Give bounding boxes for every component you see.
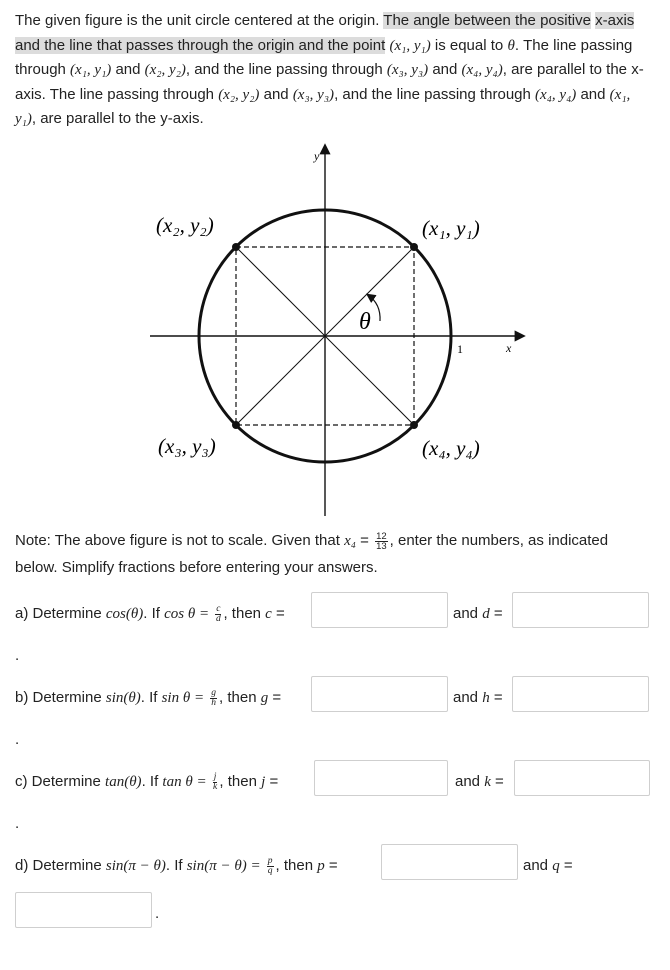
answer-q-input[interactable] (15, 892, 152, 928)
period-d: . (155, 905, 160, 922)
x-axis-label: x (506, 341, 512, 355)
period-c: . (15, 815, 20, 832)
part-a-and-label: and d = (453, 605, 503, 622)
p2-label: (x₂, y₂) (156, 213, 214, 237)
answer-h-input[interactable] (512, 676, 649, 712)
unit-circle-figure (140, 140, 540, 520)
part-b-question: b) Determine sin(θ). If sin θ = $\frac{g}{h}$ , then g = (15, 687, 282, 708)
part-a-fraction: $\frac{c}{d}$ (215, 603, 221, 624)
part-d-question: d) Determine sin(π − θ). If sin(π − θ) = $\frac{p}{q}$ , then p = (15, 855, 338, 876)
answer-p-input[interactable] (381, 844, 518, 880)
answer-c-input[interactable] (311, 592, 448, 628)
p3-label: (x₃, y₃) (158, 434, 216, 458)
part-c-fraction: $\frac{j}{k}$ (212, 771, 218, 792)
part-b-fraction: $\frac{g}{h}$ (211, 687, 217, 708)
problem-statement: The given figure is the unit circle centered at the origin. The angle between the positive x-axis and the line that passes through the origin and the point (x₁, y₁) is equal to θ. The line passing through (x₁, y₁) and (x₂, y₂), and the line passing through (x₃, y₃) and (x₄, y₄), are parallel to the x-axis. The line passing through (x₂, y₂) and (x₃, y₃), and the line passing through (x₄, y₄) and (x₁, y₁), are parallel to the y-axis. (15, 12, 644, 127)
answer-j-input[interactable] (314, 760, 448, 796)
point-2 (232, 243, 240, 251)
p4-label: (x₄, y₄) (422, 436, 480, 460)
part-c-and-label: and k = (455, 773, 504, 790)
point-4 (410, 421, 418, 429)
given-fraction: $\frac{12}{13}$ (376, 530, 387, 552)
note-line-2: below. Simplify fractions before entering your answers. (15, 559, 378, 576)
note-line-1: Note: The above figure is not to scale. Given that x₄ = $\frac{12}{13}$ , enter the numbers, as indicated (15, 530, 609, 552)
highlighted-text: The angle between the positive (383, 12, 591, 29)
theta-label: θ (359, 309, 371, 335)
intro-text: The given figure is the unit circle centered at the origin. (15, 12, 380, 29)
answer-d-input[interactable] (512, 592, 649, 628)
part-c-question: c) Determine tan(θ). If tan θ = $\frac{j}{k}$ , then j = (15, 771, 279, 792)
period-a: . (15, 647, 20, 664)
p1-label: (x₁, y₁) (422, 216, 480, 240)
part-b-and-label: and h = (453, 689, 503, 706)
y-axis-label: y (314, 149, 320, 163)
point-1 (410, 243, 418, 251)
answer-k-input[interactable] (514, 760, 650, 796)
point-3 (232, 421, 240, 429)
part-d-and-label: and q = (523, 857, 573, 874)
part-d-fraction: $\frac{p}{q}$ (267, 855, 273, 876)
one-tick-label: 1 (457, 342, 463, 356)
period-b: . (15, 731, 20, 748)
part-a-question: a) Determine cos(θ). If cos θ = $\frac{c}{d}$ , then c = (15, 603, 285, 624)
point1-math: (x₁, y₁) (389, 37, 431, 54)
answer-g-input[interactable] (311, 676, 448, 712)
highlighted-text-2: x-axis and the line that passes through the origin and the point (15, 12, 635, 54)
